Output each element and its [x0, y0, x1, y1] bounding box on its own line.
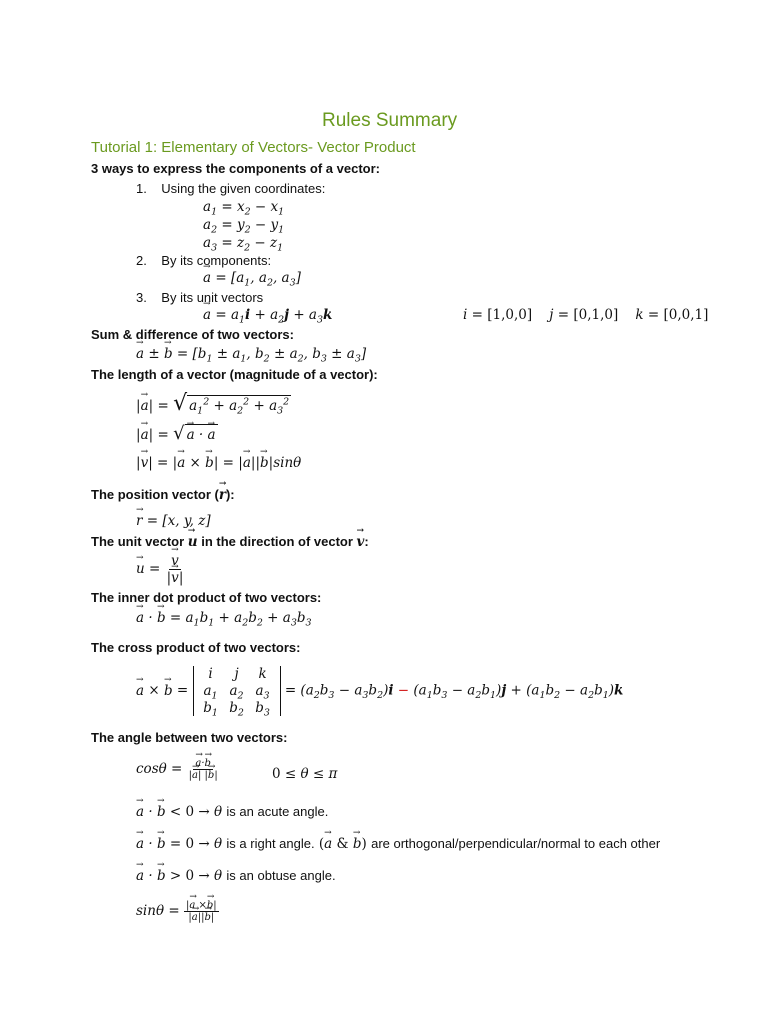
eq-magnitude-cross: |→ v| = |→ a × → b| = |→ a||→ b|sinθ: [136, 455, 301, 471]
cross-heading: The cross product of two vectors:: [91, 640, 301, 655]
eq-cross-product: → a × → b = i j k $a_1$ $a_2$ $a_3$ $b_1$ $b_2$ $b_3$ = $(a_2b_3 - a_3b_2)i - (a_1b_3 - a_2b_1)j + (a_1b_2 - a_2b_1)k$: [136, 666, 623, 716]
ways-item-3-label: By its unit vectors: [161, 290, 264, 305]
ways-item-2-label: By its components:: [161, 253, 272, 268]
ways-item-2: 2. By its components:: [136, 253, 272, 268]
acute-label: is an acute angle.: [226, 804, 329, 819]
obtuse-label: is an obtuse angle.: [226, 868, 336, 883]
angle-heading: The angle between two vectors:: [91, 730, 288, 745]
length-heading: The length of a vector (magnitude of a vector):: [91, 367, 378, 382]
right-angle-rule: → a · → b = 0 → θ is a right angle. (→ a & → b) are orthogonal/perpendicular/normal to each other: [136, 836, 660, 852]
position-heading: The position vector (→ r):: [91, 487, 235, 503]
sum-heading: Sum & difference of two vectors:: [91, 327, 294, 342]
eq-a3: $a_3 = z_2 - z_1$: [203, 235, 284, 254]
right-note: are orthogonal/perpendicular/normal to each other: [371, 836, 661, 851]
ways-item-3: 3. By its unit vectors: [136, 290, 264, 305]
eq-cos-theta: cosθ = → $\frac{a\cdot\to b}{|\to a| |\to b|}$: [136, 758, 220, 781]
page-title: Rules Summary: [322, 110, 458, 131]
theta-range: 0 ≤ θ ≤ π: [272, 766, 338, 782]
eq-sum-difference: → a ± → $b = [b_1 \pm a_1$, $b_2 \pm a_2$, $b_3 \pm a_3$]: [136, 346, 366, 362]
right-label: is a right angle.: [226, 836, 315, 851]
dot-heading: The inner dot product of two vectors:: [91, 590, 322, 605]
ways-item-1: 1. Using the given coordinates:: [136, 181, 326, 196]
ways-heading: 3 ways to express the components of a vector:: [91, 161, 380, 176]
eq-sin-theta: sinθ = $\frac{|\to a \times\to b|}{|\to a||\to b|}$: [136, 900, 219, 923]
eq-position: → r = [x, y, z]: [136, 513, 211, 529]
ways-item-1-label: Using the given coordinates:: [161, 181, 326, 196]
obtuse-angle-rule: → a · → b > 0 → θ is an obtuse angle.: [136, 868, 336, 884]
eq-unit-vector: → u = → $\frac{v}{|\to v|}$: [136, 553, 185, 586]
acute-angle-rule: → a · → b < 0 → θ is an acute angle.: [136, 804, 328, 820]
cross-determinant: i j k $a_1$ $a_2$ $a_3$ $b_1$ $b_2$ $b_3$: [193, 666, 281, 716]
eq-a2: $a_2 = y_2 - y_1$: [203, 217, 285, 236]
eq-dot-product: → a · → $b = a_1b_1 + a_2b_2 + a_3b_3$: [136, 610, 312, 626]
section-subtitle: Tutorial 1: Elementary of Vectors- Vector Product: [91, 139, 416, 156]
eq-a1: $a_1 = x_2 - x_1$: [203, 199, 285, 218]
eq-magnitude-dot: |→ a| = √→ a · → a: [136, 423, 218, 444]
eq-components: → $a = [a_1$, $a_2$, $a_3$]: [203, 270, 301, 286]
unitvec-heading: The unit vector → u in the direction of vector → v:: [91, 534, 369, 550]
unit-vector-definitions: i = [1,0,0] j = [0,1,0] k = [0,0,1]: [463, 307, 709, 323]
eq-magnitude-components: |→ a| = √ $a_1^2 + a_2^2 + a_3^2$: [136, 391, 291, 416]
eq-unit-vectors: → $a = a_1i + a_2j + a_3k$: [203, 307, 332, 323]
